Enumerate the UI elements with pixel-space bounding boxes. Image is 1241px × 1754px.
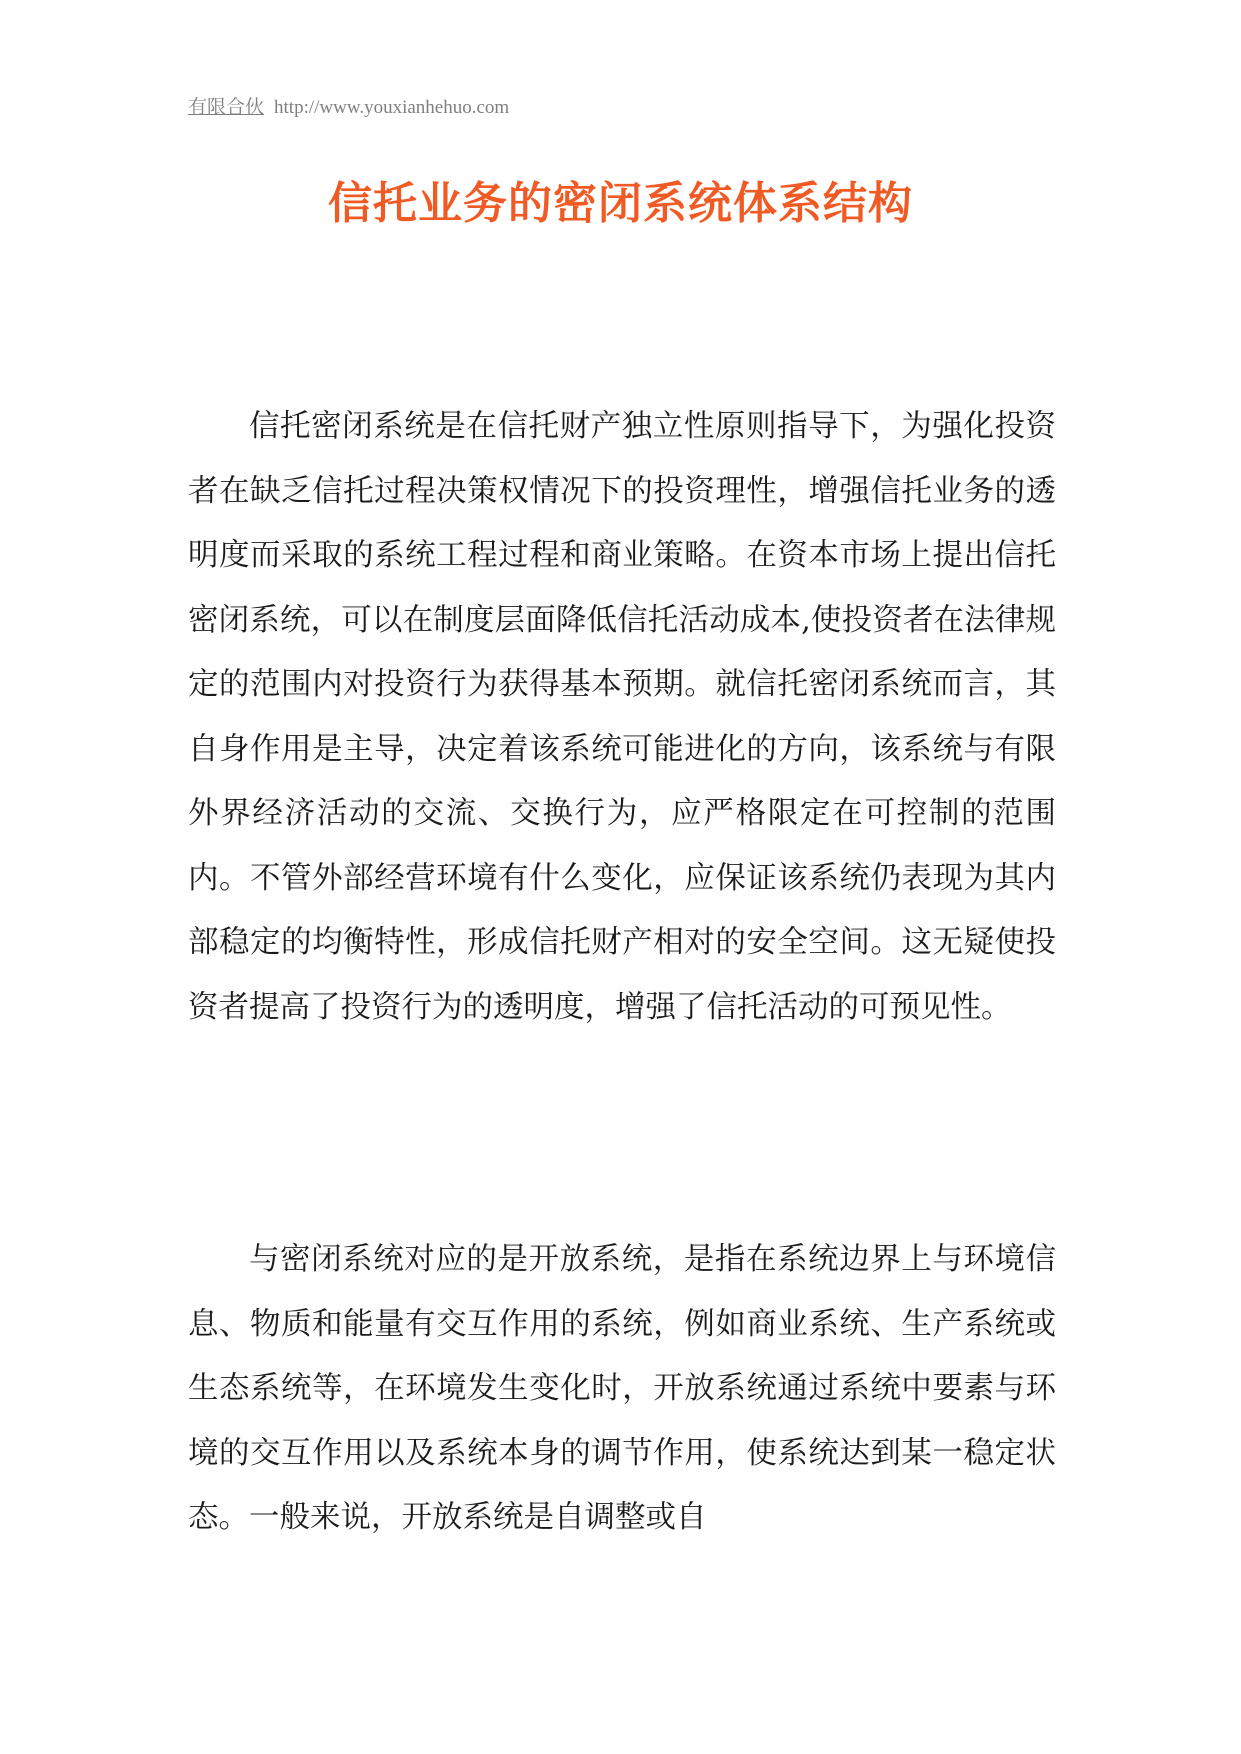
- page-header: [188, 92, 509, 119]
- body-paragraph-2: 与密闭系统对应的是开放系统，是指在系统边界上与环境信息、物质和能量有交互作用的系统，例如商业系统、生产系统或生态系统等，在环境发生变化时，开放系统通过系统中要素与环境的交互作用以及系统本身的调节作用，使系统达到某一稳定状态。一般来说，开放系统是自调整或自: [188, 1242, 1056, 1535]
- body-paragraph-1: 信托密闭系统是在信托财产独立性原则指导下，为强化投资者在缺乏信托过程决策权情况下的投资理性，增强信托业务的透明度而采取的系统工程过程和商业策略。在资本市场上提出信托密闭系统，可以在制度层面降低信托活动成本,使投资者在法律规定的范围内对投资行为获得基本预期。就信托密闭系统而言，其自身作用是主导，决定着该系统可能进化的方向，该系统与有限外界经济活动的交流、交换行为，应严格限定在可控制的范围内。不管外部经营环境有什么变化，应保证该系统仍表现为其内部稳定的均衡特性，形成信托财产相对的安全空间。这无疑使投资者提高了投资行为的透明度，增强了信托活动的可预见性。: [188, 409, 1056, 1025]
- site-url: http://www.youxianhehuo.com: [274, 97, 510, 118]
- site-name-link[interactable]: 有限合伙: [188, 97, 265, 118]
- document-title: 信托业务的密闭系统体系结构: [328, 178, 913, 229]
